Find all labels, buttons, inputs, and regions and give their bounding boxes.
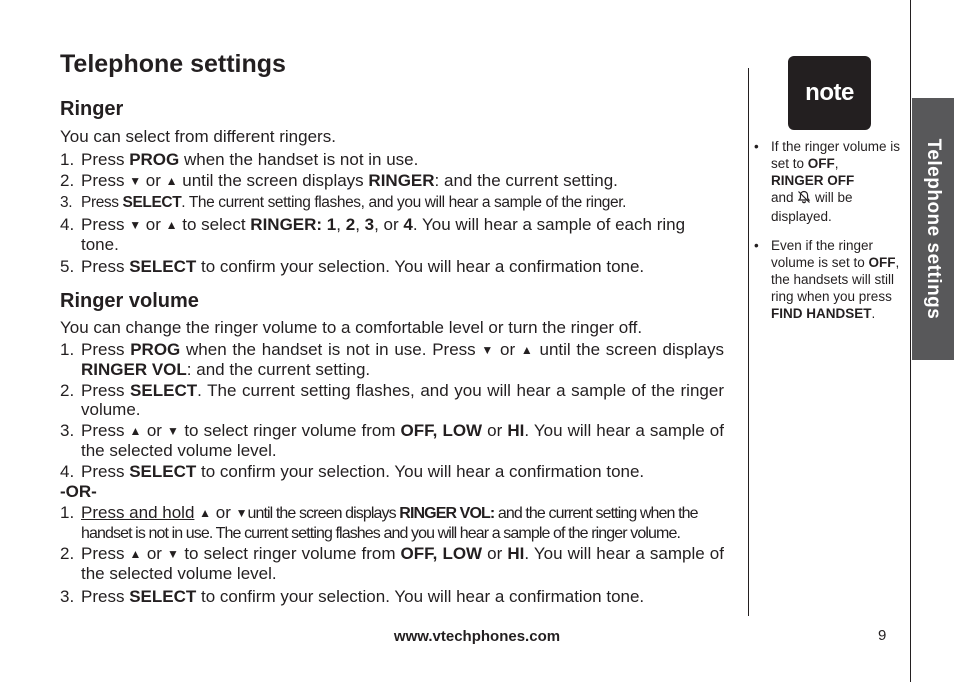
- ringer-intro: You can select from different ringers.: [60, 127, 336, 146]
- up-arrow-icon: ▲: [129, 424, 142, 438]
- list-item: 3. Press ▲ or ▼ to select ringer volume from OFF, LOW or HI. You will hear a sample of the selected volume level.: [60, 421, 724, 460]
- down-arrow-icon: ▼: [235, 506, 248, 520]
- up-arrow-icon: ▲: [165, 174, 178, 188]
- list-item: 3. Press SELECT to confirm your selection. You will hear a confirmation tone.: [60, 587, 645, 606]
- column-divider: [748, 68, 749, 616]
- list-item: • If the ringer volume is set to OFF, RINGER OFF and will be displayed.: [754, 139, 901, 224]
- ringer-heading: Ringer: [60, 98, 124, 120]
- ringer-steps: [60, 150, 724, 276]
- page-title: Telephone settings: [60, 50, 286, 78]
- down-arrow-icon: ▼: [129, 174, 142, 188]
- list-item: • Even if the ringer volume is set to OFF, the handsets will still ring when you press FIND HANDSET.: [754, 238, 900, 321]
- down-arrow-icon: ▼: [167, 424, 180, 438]
- or-separator: -OR-: [60, 482, 97, 501]
- ringer-volume-alt-steps: [60, 503, 724, 606]
- list-item: 2. Press ▼ or ▲ until the screen displays RINGER: and the current setting.: [60, 171, 618, 190]
- list-item: 5. Press SELECT to confirm your selection. You will hear a confirmation tone.: [60, 257, 645, 276]
- note-badge: note: [788, 56, 871, 130]
- list-item: 4. Press ▼ or ▲ to select RINGER: 1, 2, 3, or 4. You will hear a sample of each ring tone.: [60, 215, 686, 254]
- page-edge-line: [910, 0, 911, 682]
- list-item: 1. Press and hold ▲ or ▼until the screen displays RINGER VOL: and the current setting when the handset is not in use. The current setting flashes and you will hear a sample of the ringer volume.: [60, 503, 698, 542]
- ringer-volume-heading: Ringer volume: [60, 290, 199, 312]
- list-item: 1. Press PROG when the handset is not in use.: [60, 150, 419, 169]
- ringer-section: [60, 127, 724, 276]
- ringer-volume-steps: [60, 340, 724, 481]
- ringer-volume-intro: You can change the ringer volume to a comfortable level or turn the ringer off.: [60, 318, 643, 337]
- section-tab-label: Telephone settings: [923, 138, 944, 320]
- down-arrow-icon: ▼: [167, 547, 180, 561]
- down-arrow-icon: ▼: [129, 218, 142, 232]
- up-arrow-icon: ▲: [199, 506, 212, 520]
- list-item: 4. Press SELECT to confirm your selection. You will hear a confirmation tone.: [60, 462, 645, 481]
- up-arrow-icon: ▲: [129, 547, 142, 561]
- bell-off-icon: [797, 190, 811, 208]
- list-item: 2. Press ▲ or ▼ to select ringer volume from OFF, LOW or HI. You will hear a sample of the selected volume level.: [60, 544, 724, 583]
- page-number: 9: [878, 627, 887, 644]
- ringer-volume-section: [60, 318, 724, 606]
- section-tab: [912, 98, 954, 360]
- list-item: 2. Press SELECT. The current setting flashes, and you will hear a sample of the ringer volume.: [60, 381, 724, 419]
- list-item: 1. Press PROG when the handset is not in use. Press ▼ or ▲ until the screen displays RINGER VOL: and the current setting.: [60, 340, 724, 379]
- footer-url: www.vtechphones.com: [393, 628, 561, 645]
- down-arrow-icon: ▼: [481, 343, 495, 357]
- note-list: [754, 138, 902, 334]
- up-arrow-icon: ▲: [165, 218, 178, 232]
- up-arrow-icon: ▲: [520, 343, 534, 357]
- list-item: 3. Press SELECT. The current setting flashes, and you will hear a sample of the ringer.: [60, 194, 627, 211]
